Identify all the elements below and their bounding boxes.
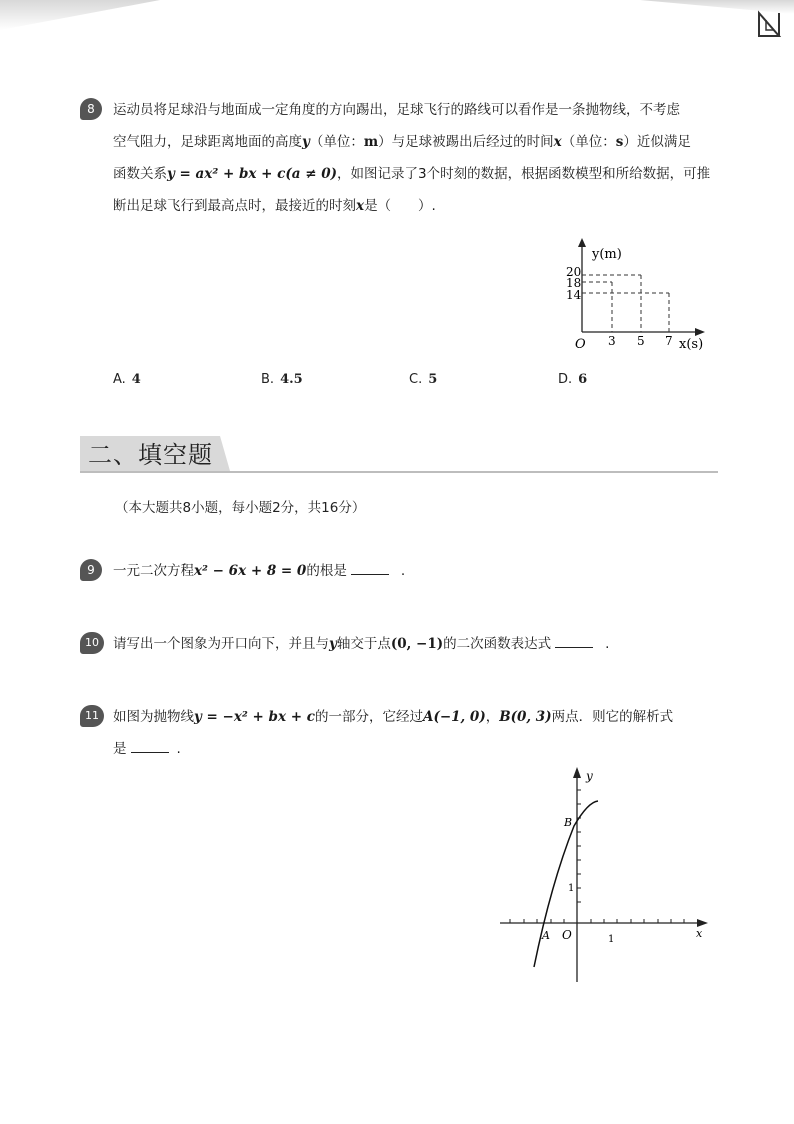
- q8-ytick-18: 18: [566, 276, 582, 290]
- q8-graph: [555, 234, 710, 356]
- question-number-9: 9: [80, 559, 102, 581]
- q8-y-label: y(m): [592, 247, 622, 262]
- q10-point: (0, −1): [390, 636, 444, 652]
- q8-xtick-5: 5: [637, 334, 645, 348]
- q8-y-arrow: [578, 238, 586, 247]
- q11-answer-blank[interactable]: [131, 738, 169, 753]
- question-number-10: 10: [80, 632, 104, 654]
- q11-one-y: 1: [568, 883, 575, 894]
- q8-line-3: 函数关系y = ax² + bx + c(a ≠ 0)，如图记录了3个时刻的数据，根据函数模型和所给数据，可推: [113, 166, 711, 182]
- question-11: [113, 701, 713, 765]
- q9-equation: x² − 6x + 8 = 0: [194, 563, 307, 579]
- q8-xtick-3: 3: [608, 334, 616, 348]
- q8-ytick-20: 20: [566, 265, 582, 279]
- q8-x-arrow: [695, 328, 705, 336]
- choice-d[interactable]: D. 6: [558, 372, 588, 387]
- q11-one-x: 1: [608, 934, 615, 945]
- q11-point-a: A(−1, 0): [422, 709, 486, 725]
- section-title: 二、填空题: [88, 441, 213, 469]
- q8-line-4: 断出足球飞行到最高点时，最接近的时刻x是（ ）.: [113, 198, 436, 214]
- q11-ticks: [510, 790, 684, 923]
- q8-line-2: 空气阻力，足球距离地面的高度y（单位：m）与足球被踢出后经过的时间x（单位：s）近似满足: [113, 134, 691, 150]
- q11-point-b: B(0, 3): [499, 709, 552, 725]
- question-10: 请写出一个图象为开口向下，并且与y轴交于点(0, −1)的二次函数表达式 .: [113, 628, 713, 660]
- q11-x-label: x: [696, 927, 703, 940]
- choice-c[interactable]: C. 5: [409, 372, 438, 387]
- q8-xtick-7: 7: [665, 334, 673, 348]
- q11-x-arrow: [697, 919, 708, 927]
- brand-logo-icon: [756, 10, 782, 38]
- q11-label-a: A: [542, 929, 550, 942]
- question-number-11: 11: [80, 705, 104, 727]
- q11-line-2: 是 .: [113, 733, 713, 765]
- q9-answer-blank[interactable]: [351, 560, 389, 575]
- q11-equation: y = −x² + bx + c: [194, 709, 315, 725]
- q8-origin: O: [575, 337, 586, 352]
- choice-b[interactable]: B. 4.5: [261, 372, 303, 387]
- q11-line-1: 如图为抛物线y = −x² + bx + c的一部分，它经过A(−1, 0)，B(0, 3)两点．则它的解析式: [113, 709, 674, 725]
- q8-ytick-14: 14: [566, 288, 582, 302]
- q11-y-label: y: [586, 769, 593, 783]
- question-number-8: 8: [80, 98, 102, 120]
- q8-guides: [582, 275, 669, 332]
- section-note: （本大题共8小题，每小题2分，共16分）: [115, 500, 366, 516]
- header-shade: [0, 0, 794, 30]
- q11-y-arrow: [573, 767, 581, 778]
- q11-origin: O: [562, 928, 572, 942]
- q10-answer-blank[interactable]: [555, 633, 593, 648]
- q11-graph: [496, 764, 711, 986]
- choice-a[interactable]: A. 4: [113, 372, 141, 387]
- question-8: [113, 94, 713, 222]
- q8-formula: y = ax² + bx + c(a ≠ 0): [167, 166, 338, 182]
- q11-label-b: B: [564, 816, 573, 829]
- q8-line-1: 运动员将足球沿与地面成一定角度的方向踢出，足球飞行的路线可以看作是一条抛物线，不考虑: [113, 102, 680, 118]
- question-9: 一元二次方程x² − 6x + 8 = 0的根是 .: [113, 555, 713, 587]
- q8-x-label: x(s): [679, 337, 704, 352]
